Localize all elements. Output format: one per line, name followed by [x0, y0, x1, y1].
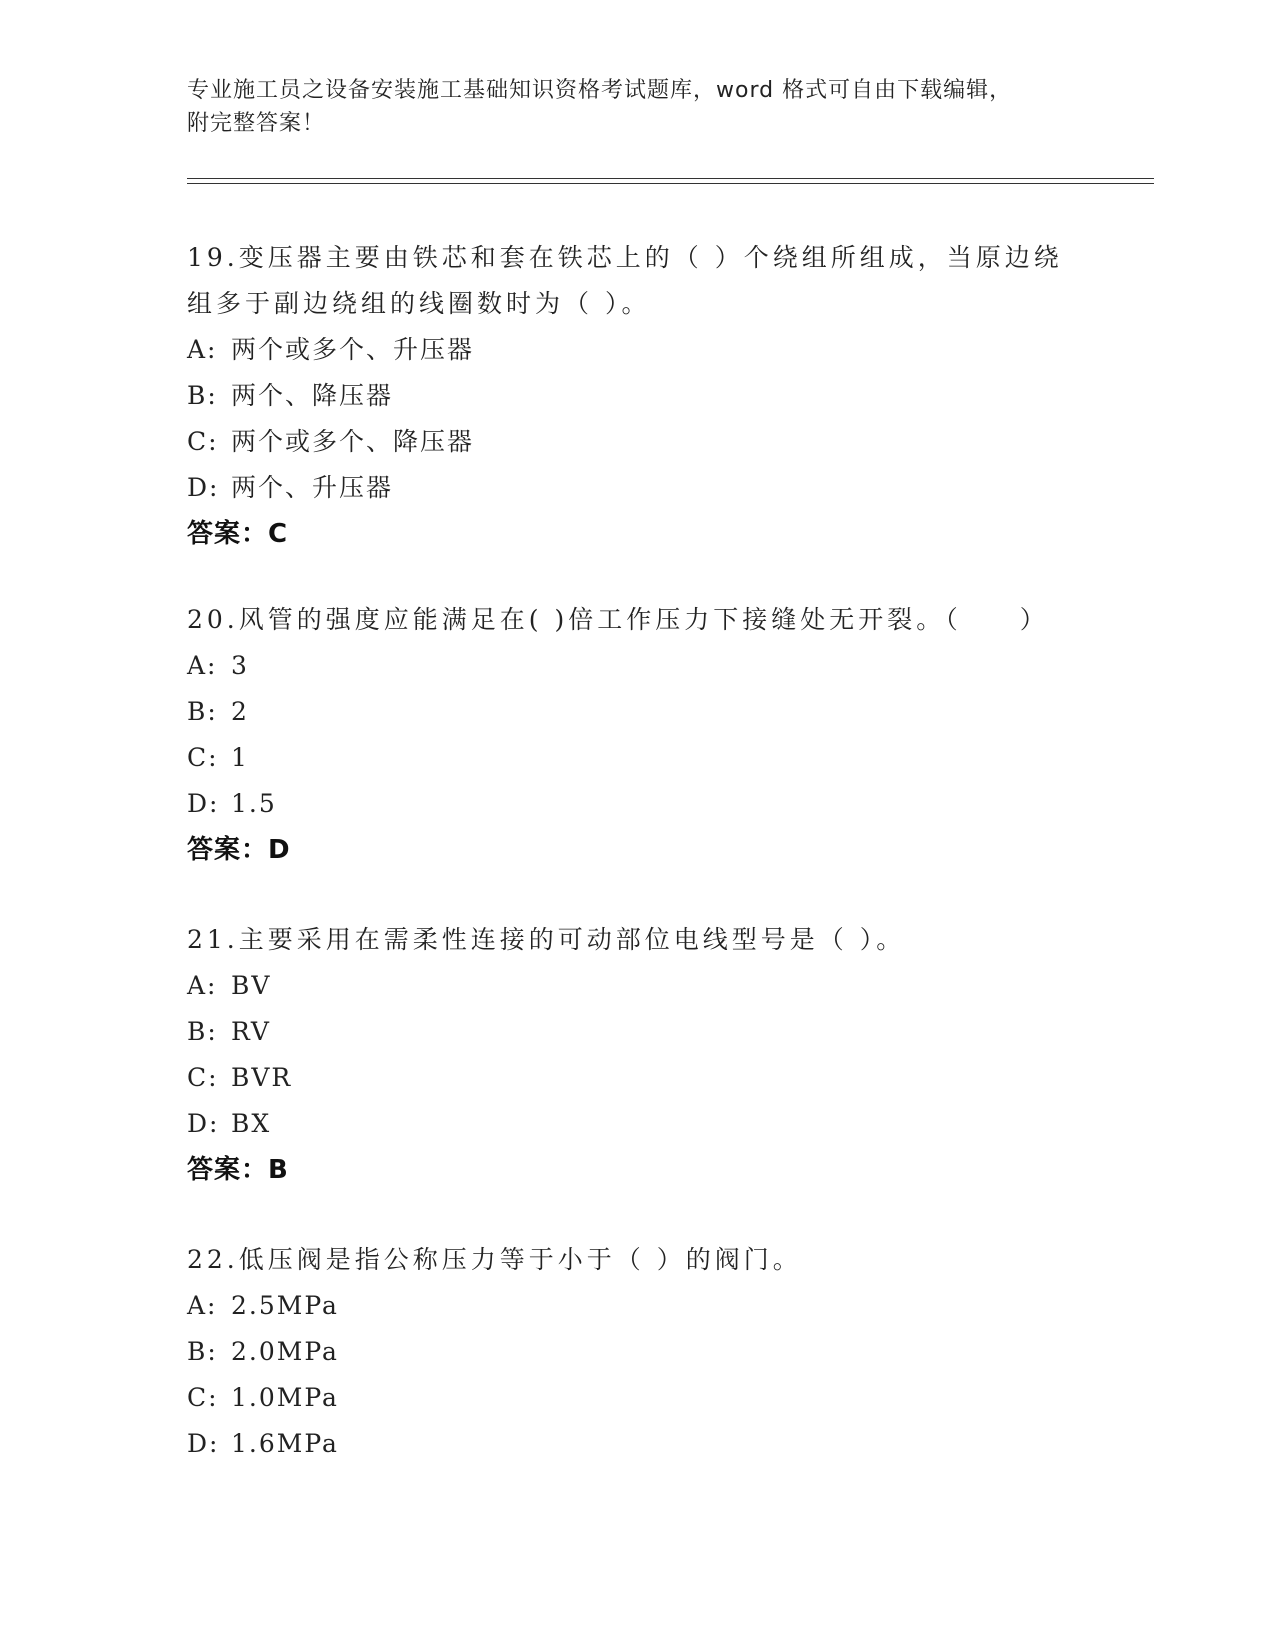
question-stem-line: 19.变压器主要由铁芯和套在铁芯上的（ ）个绕组所组成，当原边绕	[187, 243, 1063, 272]
option-text: 两个或多个、降压器	[231, 427, 475, 456]
option-b	[187, 373, 1087, 419]
question-stem-line: 22.低压阀是指公称压力等于小于（ ）的阀门。	[187, 1245, 802, 1274]
option-d	[187, 1101, 1087, 1147]
header-divider-bottom	[187, 183, 1154, 184]
option-letter: C:	[187, 1383, 219, 1412]
option-b	[187, 689, 1087, 735]
question-22	[187, 1237, 1087, 1467]
question-stem	[187, 235, 1087, 327]
option-text: 1.0MPa	[231, 1383, 339, 1412]
question-stem	[187, 597, 1087, 643]
answer-key: 答案：D	[187, 835, 291, 865]
option-text: 2.0MPa	[231, 1337, 339, 1366]
option-letter: A:	[187, 971, 218, 1000]
question-19	[187, 235, 1087, 557]
option-letter: B:	[187, 381, 218, 410]
option-a	[187, 643, 1087, 689]
option-text: 3	[231, 651, 249, 680]
option-text: 两个、降压器	[231, 381, 394, 410]
option-b	[187, 1009, 1087, 1055]
option-text: 1.6MPa	[231, 1429, 339, 1458]
option-letter: B:	[187, 1017, 218, 1046]
document-header	[187, 74, 1087, 140]
question-stem	[187, 1237, 1087, 1283]
option-letter: C:	[187, 427, 219, 456]
option-letter: D:	[187, 1109, 220, 1138]
option-text: 1.5	[231, 789, 277, 818]
option-a	[187, 963, 1087, 1009]
option-letter: D:	[187, 473, 220, 502]
option-letter: B:	[187, 1337, 218, 1366]
option-c	[187, 1375, 1087, 1421]
question-stem-line: 20.风管的强度应能满足在( )倍工作压力下接缝处无开裂。（ ）	[187, 605, 1049, 634]
option-c	[187, 419, 1087, 465]
option-letter: A:	[187, 1291, 218, 1320]
question-20	[187, 597, 1087, 873]
option-text: 两个或多个、升压器	[231, 335, 475, 364]
option-text: RV	[231, 1017, 271, 1046]
option-a	[187, 1283, 1087, 1329]
option-text: 2	[231, 697, 249, 726]
option-letter: D:	[187, 789, 220, 818]
header-title-line-1: 专业施工员之设备安装施工基础知识资格考试题库，word 格式可自由下载编辑，	[187, 78, 1013, 103]
header-title-line-2: 附完整答案！	[187, 111, 326, 136]
option-text: 两个、升压器	[231, 473, 394, 502]
option-letter: C:	[187, 743, 219, 772]
question-stem-line: 组多于副边绕组的线圈数时为（ ）。	[187, 289, 651, 318]
option-letter: C:	[187, 1063, 219, 1092]
option-d	[187, 1421, 1087, 1467]
option-d	[187, 465, 1087, 511]
option-letter: B:	[187, 697, 218, 726]
answer-key: 答案：B	[187, 1155, 289, 1185]
option-text: 1	[231, 743, 249, 772]
answer-key: 答案：C	[187, 519, 289, 549]
question-stem	[187, 917, 1087, 963]
option-text: 2.5MPa	[231, 1291, 339, 1320]
option-text: BV	[231, 971, 272, 1000]
question-21	[187, 917, 1087, 1193]
option-letter: A:	[187, 335, 218, 364]
option-b	[187, 1329, 1087, 1375]
option-letter: D:	[187, 1429, 220, 1458]
question-stem-line: 21.主要采用在需柔性连接的可动部位电线型号是（ ）。	[187, 925, 906, 954]
option-a	[187, 327, 1087, 373]
option-text: BVR	[231, 1063, 293, 1092]
header-divider-top	[187, 178, 1154, 179]
option-c	[187, 1055, 1087, 1101]
option-d	[187, 781, 1087, 827]
option-c	[187, 735, 1087, 781]
option-text: BX	[231, 1109, 272, 1138]
option-letter: A:	[187, 651, 218, 680]
